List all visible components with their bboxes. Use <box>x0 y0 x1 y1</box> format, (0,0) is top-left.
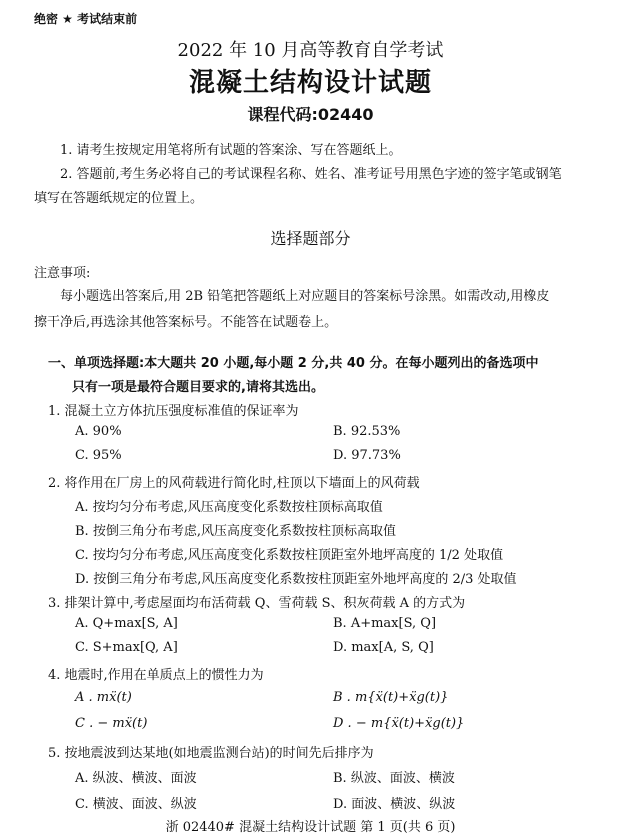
question-3-option-d: D. max[A, S, Q] <box>333 640 434 655</box>
notice-heading: 注意事项: <box>34 266 91 281</box>
question-5-stem: 5. 按地震波到达某地(如地震监测台站)的时间先后排序为 <box>48 746 374 761</box>
question-3-option-b: B. A+max[S, Q] <box>333 616 437 631</box>
question-3-option-a: A. Q+max[S, A] <box>75 616 178 631</box>
question-5-option-d: D. 面波、横波、纵波 <box>333 797 456 812</box>
question-3-stem: 3. 排架计算中,考虑屋面均布活荷载 Q、雪荷载 S、积灰荷载 A 的方式为 <box>48 596 466 611</box>
part-one-heading-cont: 只有一项是最符合题目要求的,请将其选出。 <box>72 380 324 395</box>
question-2-stem: 2. 将作用在厂房上的风荷载进行简化时,柱顶以下墙面上的风荷载 <box>48 476 420 491</box>
question-4-option-a: A . mẍ(t) <box>75 690 132 705</box>
exam-title: 2022 年 10 月高等教育自学考试 <box>177 40 444 61</box>
question-1-option-b: B. 92.53% <box>333 424 401 439</box>
question-2-option-d: D. 按倒三角分布考虑,风压高度变化系数按柱顶距室外地坪高度的 2/3 处取值 <box>75 572 517 587</box>
question-5-option-a: A. 纵波、横波、面波 <box>75 771 197 786</box>
question-1-option-a: A. 90% <box>75 424 122 439</box>
instruction-2-cont: 填写在答题纸规定的位置上。 <box>34 191 204 206</box>
question-4-option-d: D . − m{ẍ(t)+ẍg(t)} <box>333 716 465 731</box>
instruction-2: 2. 答题前,考生务必将自己的考试课程名称、姓名、准考证号用黑色字迹的签字笔或钢笔 <box>60 167 562 182</box>
question-5-option-b: B. 纵波、面波、横波 <box>333 771 455 786</box>
section-title: 选择题部分 <box>270 229 351 248</box>
question-2-option-c: C. 按均匀分布考虑,风压高度变化系数按柱顶距室外地坪高度的 1/2 处取值 <box>75 548 504 563</box>
question-2-option-b: B. 按倒三角分布考虑,风压高度变化系数按柱顶标高取值 <box>75 524 396 539</box>
question-1-option-d: D. 97.73% <box>333 448 401 463</box>
question-1-stem: 1. 混凝土立方体抗压强度标准值的保证率为 <box>48 404 299 419</box>
question-4-option-b: B . m{ẍ(t)+ẍg(t)} <box>333 690 449 705</box>
question-4-option-c: C . − mẍ(t) <box>75 716 148 731</box>
question-4-stem: 4. 地震时,作用在单质点上的惯性力为 <box>48 668 264 683</box>
question-1-option-c: C. 95% <box>75 448 122 463</box>
confidential-mark: 绝密 ★ 考试结束前 <box>34 12 138 26</box>
part-one-heading: 一、单项选择题:本大题共 20 小题,每小题 2 分,共 40 分。在每小题列出的备选项中 <box>48 356 539 371</box>
paper-title: 混凝土结构设计试题 <box>188 68 432 98</box>
question-2-option-a: A. 按均匀分布考虑,风压高度变化系数按柱顶标高取值 <box>75 500 383 515</box>
notice-line-2: 擦干净后,再选涂其他答案标号。不能答在试题卷上。 <box>34 315 338 330</box>
instruction-1: 1. 请考生按规定用笔将所有试题的答案涂、写在答题纸上。 <box>60 143 402 158</box>
course-code: 课程代码:02440 <box>247 105 374 124</box>
notice-line-1: 每小题选出答案后,用 2B 铅笔把答题纸上对应题目的答案标号涂黑。如需改动,用橡皮 <box>60 289 550 304</box>
page-footer: 浙 02440# 混凝土结构设计试题 第 1 页(共 6 页) <box>165 820 456 835</box>
question-3-option-c: C. S+max[Q, A] <box>75 640 178 655</box>
question-5-option-c: C. 横波、面波、纵波 <box>75 797 197 812</box>
